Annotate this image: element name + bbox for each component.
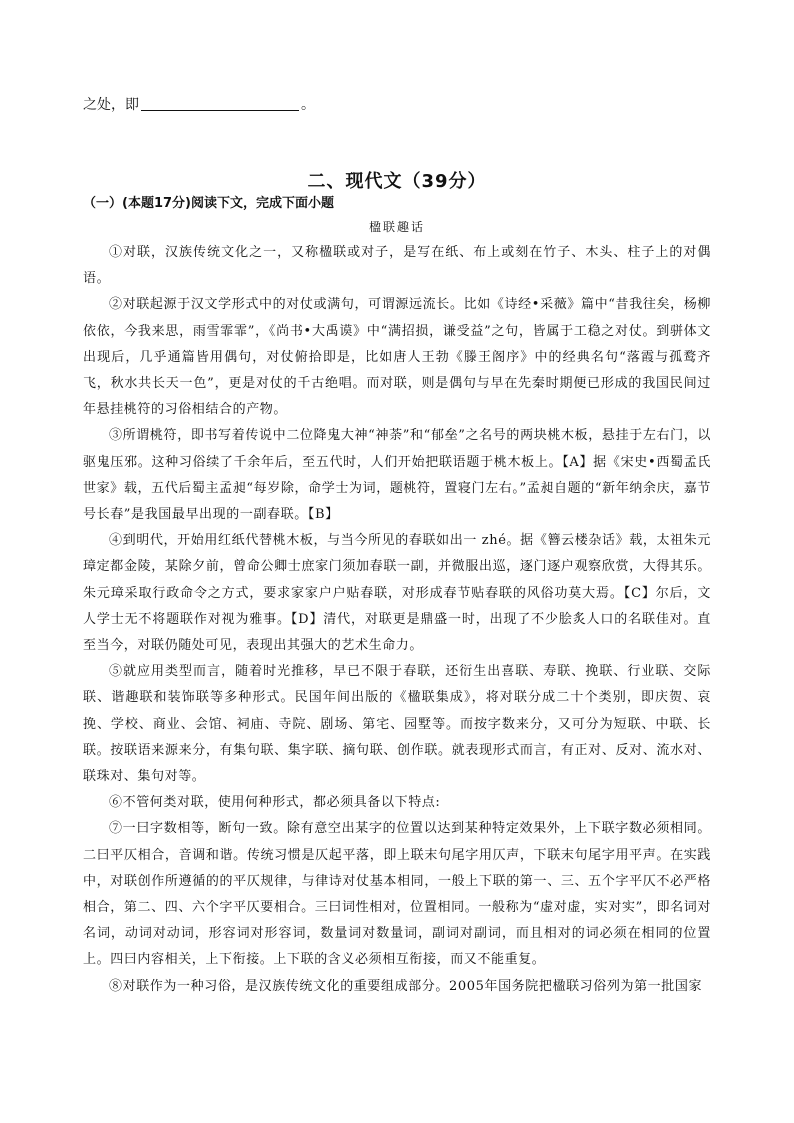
fill-in-line: [83, 94, 315, 114]
paragraph-3: ③所谓桃符，即书写着传说中二位降鬼大神“神荼”和“郁垒”之名号的两块桃木板，悬挂于左右门，以驱鬼压邪。这种习俗续了千余年后，至五代时，人们开始把联语题于桃木板上。【A】据《宋史•西蜀孟氏世家》载，五代后蜀主孟昶“每岁除，命学士为词，题桃符，置寝门左右。”孟昶自题的“新年纳余庆，嘉节号长春”是我国最早出现的一副春联。【B】: [83, 428, 711, 523]
paragraph-5: ⑤就应用类型而言，随着时光推移，早已不限于春联，还衍生出喜联、寿联、挽联、行业联、交际联、谐趣联和装饰联等多种形式。民国年间出版的《楹联集成》，将对联分成二十个类别，即庆贺、哀挽、学校、商业、会馆、祠庙、寺院、剧场、第宅、园墅等。而按字数来分，又可分为短联、中联、长联。按联语来源来分，有集句联、集字联、摘句联、创作联。就表现形式而言，有正对、反对、流水对、联珠对、集句对等。: [83, 664, 711, 785]
paragraph-7: ⑦一曰字数相等，断句一致。除有意空出某字的位置以达到某种特定效果外，上下联字数必须相同。二曰平仄相合，音调和谐。传统习惯是仄起平落，即上联末句尾字用仄声，下联末句尾字用平声。在实践中，对联创作所遵循的的平仄规律，与律诗对仗基本相同，一般上下联的第一、三、五个字平仄不必严格相合，第二、四、六个字平仄要相合。三曰词性相对，位置相同。一般称为“虚对虚，实对实”，即名词对名词，动词对动词，形容词对形容词，数量词对数量词，副词对副词，而且相对的词必须在相同的位置上。四曰内容相关，上下衔接。上下联的含义必须相互衔接，而又不能重复。: [83, 821, 711, 968]
fill-in-text-before: 之处，即: [83, 97, 139, 113]
article-body: [83, 240, 711, 1000]
article-title: 楹联趣话: [368, 220, 425, 234]
fill-in-text-after: 。: [301, 97, 315, 113]
question-sub-heading: （一）(本题17分)阅读下文，完成下面小题: [83, 196, 334, 211]
paragraph-4: ④到明代，开始用红纸代替桃木板，与当今所见的春联如出一 zhé。据《簪云楼杂话》载，太祖朱元璋定都金陵，某除夕前，曾命公卿士庶家门须加春联一副，并微服出巡，逐门逐户观察欣赏，大得其乐。朱元璋采取行政命令之方式，要求家家户户贴春联，对形成春节贴春联的风俗功莫大焉。【C】尔后，文人学士无不将题联作对视为雅事。【D】清代，对联更是鼎盛一时，出现了不少脍炙人口的名联佳对。直至当今，对联仍随处可见，表现出其强大的艺术生命力。: [83, 533, 711, 654]
paragraph-8: ⑧对联作为一种习俗，是汉族传统文化的重要组成部分。2005年国务院把楹联习俗列为第一批国家: [109, 978, 703, 994]
paragraph-1: ①对联，汉族传统文化之一，又称楹联或对子，是写在纸、布上或刻在竹子、木头、柱子上的对偶语。: [83, 245, 711, 287]
section-title: 二、现代文（39分）: [307, 171, 487, 192]
answer-blank[interactable]: [141, 96, 299, 111]
paragraph-2: ②对联起源于汉文学形式中的对仗或满句，可谓源远流长。比如《诗经•采薇》篇中“昔我往矣，杨柳依依，今我来思，雨雪霏霏”，《尚书•大禹谟》中“满招损，谦受益”之句，皆属于工稳之对仗。到骈体文出现后，几乎通篇皆用偶句，对仗俯拾即是，比如唐人王勃《滕王阁序》中的经典名句“落霞与孤鹜齐飞，秋水共长天一色”，更是对仗的千古绝唱。而对联，则是偶句与早在先秦时期便已形成的我国民间过年悬挂桃符的习俗相结合的产物。: [83, 297, 711, 418]
paragraph-6: ⑥不管何类对联，使用何种形式，都必须具备以下特点:: [109, 795, 441, 811]
